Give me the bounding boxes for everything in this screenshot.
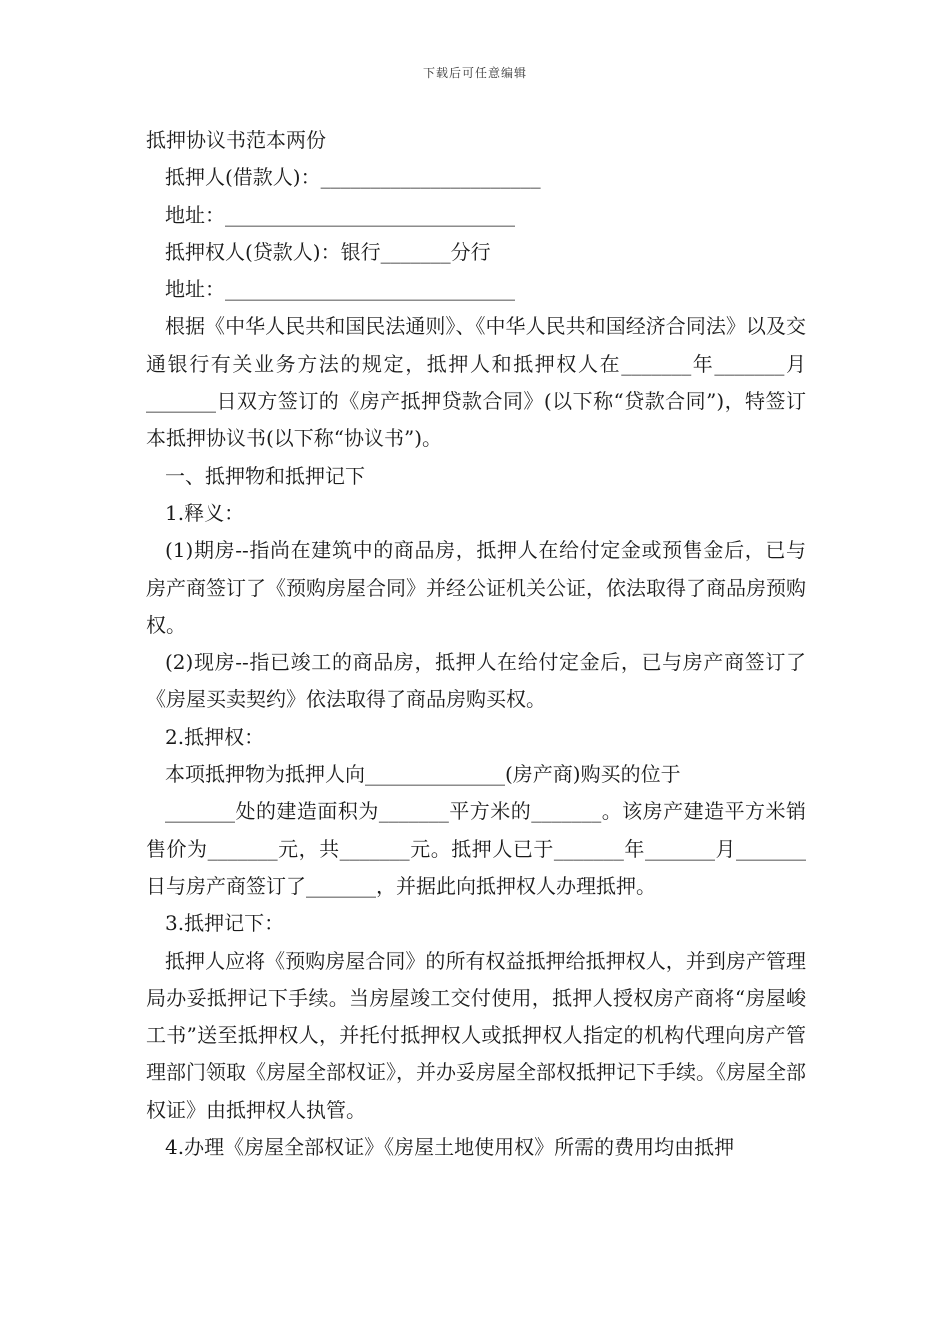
- document-body: [146, 122, 806, 1166]
- mortgagee-address: 地址：_____________________________: [165, 277, 515, 302]
- mortgagor-line: 抵押人(借款人)：______________________: [165, 165, 541, 190]
- intro-paragraph: 根据《中华人民共和国民法通则》、《中华人民共和国经济合同法》以及交通银行有关业务方法的规定，抵押人和抵押权人在_______年_______月_______日双方签订的《房产抵押贷款合同》(以下称“贷款合同”)，特签订本抵押协议书(以下称“协议书”)。: [146, 314, 806, 451]
- section-1-1-b: (2)现房--指已竣工的商品房，抵押人在给付定金后，已与房产商签订了《房屋买卖契约》依法取得了商品房购买权。: [146, 650, 806, 712]
- section-1-1-title: 1.释义：: [165, 500, 245, 525]
- document-title: 抵押协议书范本两份: [146, 128, 326, 152]
- mortgagor-address: 地址：_____________________________: [165, 202, 515, 227]
- mortgagee-line: 抵押权人(贷款人)：银行_______分行: [165, 239, 491, 264]
- section-1-3-body: 抵押人应将《预购房屋合同》的所有权益抵押给抵押权人，并到房产管理局办妥抵押记下手续。当房屋竣工交付使用，抵押人授权房产商将“房屋峻工书”送至抵押权人，并托付抵押权人或抵押权人指定的机构代理向房产管理部门领取《房屋全部权证》，并办妥房屋全部权抵押记下手续。《房屋全部权证》由抵押权人执管。: [146, 948, 806, 1122]
- section-1-4-body: 4.办理《房屋全部权证》《房屋土地使用权》所需的费用均由抵押: [165, 1135, 735, 1160]
- section-1-3-title: 3.抵押记下：: [165, 911, 285, 936]
- section-1-title: 一、抵押物和抵押记下: [165, 463, 365, 488]
- section-1-2-line1: 本项抵押物为抵押人向______________(房产商)购买的位于: [165, 762, 681, 787]
- page-header: 下载后可任意编辑: [422, 66, 527, 80]
- section-1-1-a: (1)期房--指尚在建筑中的商品房，抵押人在给付定金或预售金后，已与房产商签订了《预购房屋合同》并经公证机关公证，依法取得了商品房预购权。: [146, 538, 806, 637]
- section-1-2-rest: _______处的建造面积为_______平方米的_______。该房产建造平方米销售价为_______元，共_______元。抵押人已于_______年_______月_______日与房产商签订了_______，并据此向抵押权人办理抵押。: [146, 799, 806, 898]
- section-1-2-title: 2.抵押权：: [165, 724, 265, 749]
